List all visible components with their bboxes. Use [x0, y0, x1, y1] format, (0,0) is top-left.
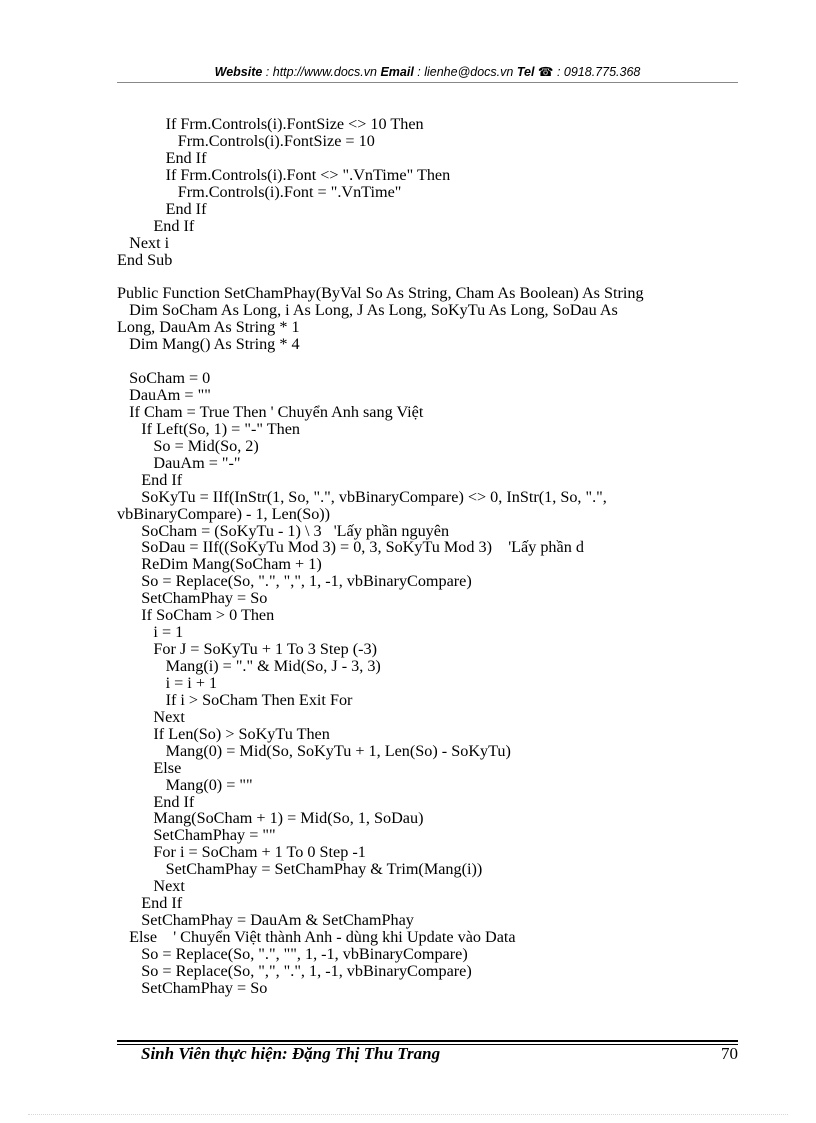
email-label: Email — [380, 65, 414, 79]
code-line: SoKyTu = IIf(InStr(1, So, ".", vbBinaryCompare) <> 0, InStr(1, So, ".", — [117, 487, 607, 506]
footer-divider-thick — [117, 1040, 738, 1042]
code-line: SetChamPhay = So — [117, 589, 268, 608]
page-header — [117, 64, 738, 79]
code-line: End If — [117, 894, 183, 913]
code-line: DauAm = "" — [117, 386, 211, 404]
code-line: Next i — [117, 233, 170, 252]
page-edge-dots — [28, 1114, 788, 1115]
code-line: i = i + 1 — [117, 673, 218, 692]
code-line: For J = SoKyTu + 1 To 3 Step (-3) — [117, 640, 377, 659]
tel-label: Tel — [516, 65, 535, 79]
code-line: DauAm = "-" — [117, 453, 241, 472]
code-line: Long, DauAm As String * 1 — [117, 318, 300, 337]
code-line: So = Mid(So, 2) — [117, 436, 259, 455]
code-line: Mang(0) = "" — [117, 775, 253, 794]
header-divider — [117, 82, 738, 83]
code-listing — [117, 116, 742, 997]
code-line: If Cham = True Then ' Chuyển Anh sang Việt — [117, 402, 424, 421]
page-number: 70 — [721, 1044, 738, 1063]
code-line: Mang(0) = Mid(So, SoKyTu + 1, Len(So) - SoKyTu) — [117, 741, 511, 760]
footer-author: Sinh Viên thực hiện: Đặng Thị Thu Trang — [141, 1044, 441, 1063]
code-line: Mang(i) = "." & Mid(So, J - 3, 3) — [117, 657, 381, 675]
code-line: Else — [117, 758, 182, 777]
code-line: Dim Mang() As String * 4 — [117, 335, 300, 354]
code-line: vbBinaryCompare) - 1, Len(So)) — [117, 504, 331, 523]
code-line: Frm.Controls(i).FontSize = 10 — [117, 131, 375, 150]
code-line: Next — [117, 877, 185, 896]
code-line: If Len(So) > SoKyTu Then — [117, 724, 330, 743]
code-line: SoDau = IIf((SoKyTu Mod 3) = 0, 3, SoKyTu Mod 3) 'Lấy phần d — [117, 538, 584, 557]
code-line: Public Function SetChamPhay(ByVal So As String, Cham As Boolean) As String — [117, 284, 644, 303]
code-line: If Frm.Controls(i).Font <> ".VnTime" Then — [117, 165, 451, 184]
code-line: SetChamPhay = DauAm & SetChamPhay — [117, 911, 414, 930]
code-line — [117, 353, 742, 370]
code-line: If SoCham > 0 Then — [117, 606, 275, 625]
website-value: : http://www.docs.vn — [262, 65, 381, 79]
code-line: So = Replace(So, ".", ",", 1, -1, vbBinaryCompare) — [117, 572, 472, 591]
code-line: If i > SoCham Then Exit For — [117, 690, 353, 709]
code-line: SetChamPhay = SetChamPhay & Trim(Mang(i)) — [117, 860, 483, 879]
code-line: Mang(SoCham + 1) = Mid(So, 1, SoDau) — [117, 809, 424, 828]
code-line: SetChamPhay = So — [117, 978, 268, 997]
code-line: End Sub — [117, 250, 173, 269]
code-line: SetChamPhay = "" — [117, 826, 276, 845]
code-line: End If — [117, 470, 183, 489]
code-line: Frm.Controls(i).Font = ".VnTime" — [117, 182, 402, 201]
code-line: For i = SoCham + 1 To 0 Step -1 — [117, 843, 366, 862]
code-line — [117, 268, 742, 285]
code-line: Next — [117, 707, 185, 726]
email-value: : lienhe@docs.vn — [413, 65, 517, 79]
code-line: So = Replace(So, ".", "", 1, -1, vbBinaryCompare) — [117, 944, 468, 963]
code-line: If Frm.Controls(i).FontSize <> 10 Then — [117, 115, 424, 133]
code-line: SoCham = (SoKyTu - 1) \ 3 'Lấy phần nguyên — [117, 521, 450, 540]
website-label: Website — [214, 65, 263, 79]
code-line: So = Replace(So, ",", ".", 1, -1, vbBinaryCompare) — [117, 961, 472, 980]
code-line: End If — [117, 792, 195, 811]
code-line: i = 1 — [117, 623, 184, 642]
code-line: End If — [117, 199, 207, 218]
code-line: Dim SoCham As Long, i As Long, J As Long, SoKyTu As Long, SoDau As — [117, 301, 618, 320]
tel-value: ☎ : 0918.775.368 — [534, 65, 641, 79]
code-line: SoCham = 0 — [117, 369, 211, 388]
code-line: ReDim Mang(SoCham + 1) — [117, 555, 322, 574]
code-line: End If — [117, 148, 207, 167]
code-line: Else ' Chuyển Việt thành Anh - dùng khi Update vào Data — [117, 928, 516, 946]
code-line: End If — [117, 216, 195, 235]
code-line: If Left(So, 1) = "-" Then — [117, 419, 300, 438]
